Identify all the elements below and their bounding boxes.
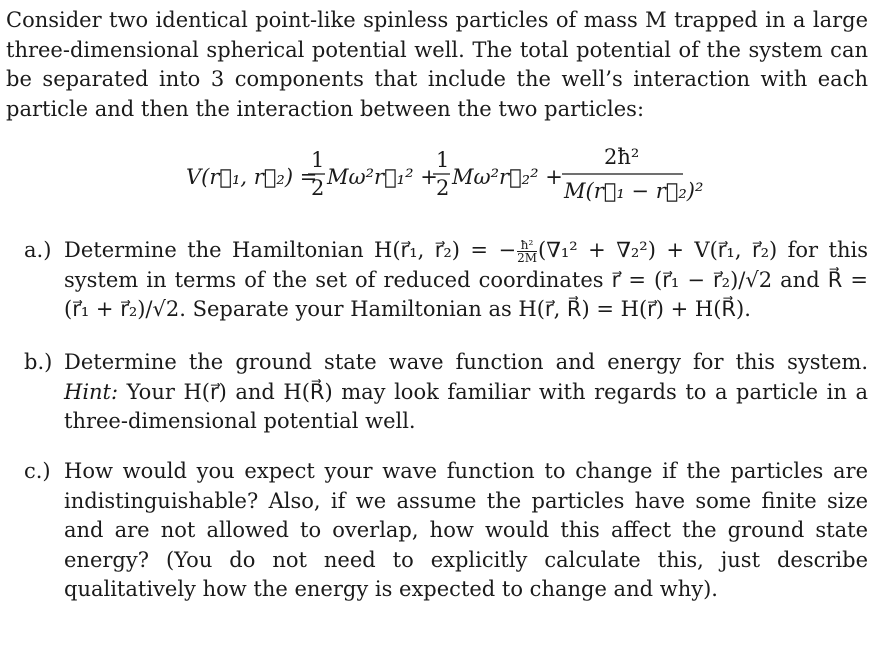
part-a-fraction-den: 2M bbox=[517, 251, 538, 265]
part-b-hint: Hint: bbox=[64, 379, 119, 404]
potential-equation bbox=[186, 142, 746, 212]
term2-numerator: 1 bbox=[436, 148, 450, 172]
part-a-text bbox=[64, 236, 868, 325]
part-a-post: (∇₁² + ∇₂²) + V(r⃗₁, r⃗₂) for this system in terms of the set of reduced coordinates r⃗ = (r⃗₁ − r⃗₂)/√2 and R⃗ = (r⃗₁ + r⃗₂)/√2. Separate your Hamiltonian as H(r⃗, R⃗) = H(r⃗) + H(R⃗). bbox=[64, 238, 869, 321]
term1-numerator: 1 bbox=[311, 148, 325, 172]
part-a-fraction-num: ħ² bbox=[517, 239, 537, 252]
part-b-post: Your H(r⃗) and H(R⃗) may look familiar with regards to a particle in a three-dimensional potential well. bbox=[64, 379, 868, 433]
part-c bbox=[24, 457, 868, 605]
term2-denominator: 2 bbox=[436, 176, 450, 200]
term3-denominator: M(r⃗₁ − r⃗₂)² bbox=[564, 179, 704, 203]
part-a-pre: Determine the Hamiltonian H(r⃗₁, r⃗₂) = − bbox=[64, 238, 517, 262]
part-b-label: b.) bbox=[24, 350, 53, 374]
part-c-label: c.) bbox=[24, 459, 51, 483]
term3-numerator: 2ħ² bbox=[604, 145, 640, 169]
part-a-label: a.) bbox=[24, 238, 52, 262]
intro-paragraph: Consider two identical point-like spinless particles of mass M trapped in a large three-dimensional spherical potential well. The total potential of the system can be separated into 3 components that include the well’s interaction with each particle and then the interaction between the two particles: bbox=[6, 8, 868, 121]
part-c-text: How would you expect your wave function to change if the particles are indistinguishable? Also, if we assume the particles have some finite size and are not allowed to overlap, how would this affect the ground state energy? (You do not need to explicitly calculate this, just describe qualitatively how the energy is expected to change and why). bbox=[64, 459, 868, 601]
equation-lhs: V(r⃗₁, r⃗₂) = bbox=[186, 165, 318, 189]
term2-rest: Mω²r⃗₂² + bbox=[452, 165, 563, 189]
term1-denominator: 2 bbox=[311, 176, 325, 200]
part-a bbox=[24, 236, 868, 325]
term1-rest: Mω²r⃗₁² + bbox=[327, 165, 438, 189]
part-b-pre: Determine the ground state wave function and energy for this system. bbox=[64, 350, 868, 374]
part-b bbox=[24, 348, 868, 437]
part-b-text bbox=[64, 348, 868, 437]
part-a-fraction bbox=[517, 239, 537, 264]
